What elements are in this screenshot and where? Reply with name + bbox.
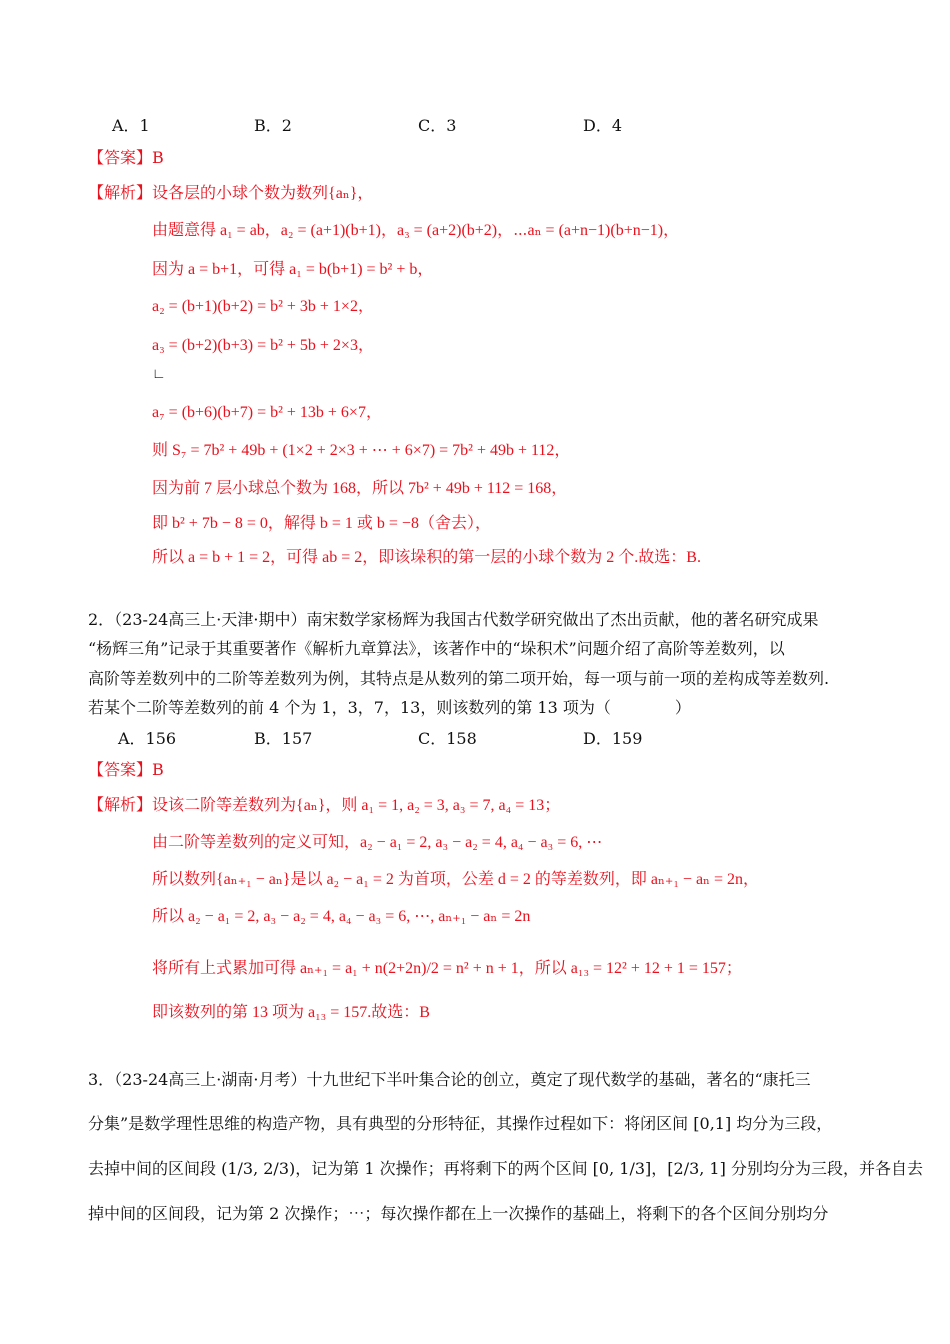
- q2-stem-line-1: “杨辉三角”记录于其重要著作《解析九章算法》，该著作中的“垛积术”问题介绍了高阶等差数列，以: [88, 639, 785, 658]
- q1-analysis-label: 【解析】: [88, 183, 153, 202]
- q2-stem-line-2: 高阶等差数列中的二阶等差数列为例，其特点是从数列的第二项开始，每一项与前一项的差构成等差数列.: [88, 669, 830, 688]
- q2-answer: 【答案】B: [88, 760, 164, 779]
- q1-option-c: C．3: [418, 116, 457, 135]
- q2-option-b: B．157: [254, 729, 313, 748]
- q1-line-9: 即 b² + 7b − 8 = 0，解得 b = 1 或 b = −8（舍去），: [152, 515, 491, 532]
- q2-option-c: C．158: [418, 729, 477, 748]
- q1-answer: 【答案】B: [88, 148, 164, 167]
- q2-stem-line-3: 若某个二阶等差数列的前 4 个为 1，3，7，13，则该数列的第 13 项为（ ）: [88, 698, 691, 717]
- q1-line-3: a₂ = (b+1)(b+2) = b² + 3b + 1×2，: [152, 298, 374, 315]
- q1-line-0: 设各层的小球个数为数列{aₙ}，: [152, 185, 374, 202]
- q3-line-0: 3．（23-24高三上·湖南·月考）十九世纪下半叶集合论的创立，奠定了现代数学的基础，著名的“康托三: [88, 1070, 811, 1089]
- q2-option-d: D．159: [583, 729, 643, 748]
- q3-line-3: 掉中间的区间段，记为第 2 次操作；⋯；每次操作都在上一次操作的基础上，将剩下的各个区间分别均分: [88, 1204, 829, 1223]
- q2-stem-line-0: 2．（23-24高三上·天津·期中）南宋数学家杨辉为我国古代数学研究做出了杰出贡献，他的著名研究成果: [88, 610, 819, 629]
- q1-line-4: a₃ = (b+2)(b+3) = b² + 5b + 2×3，: [152, 337, 374, 354]
- q2-line-2: 所以数列{aₙ₊₁ − aₙ}是以 a₂ − a₁ = 2 为首项，公差 d = 2 的等差数列，即 aₙ₊₁ − aₙ = 2n，: [152, 871, 760, 888]
- q2-analysis-label: 【解析】: [88, 795, 153, 814]
- q1-line-2: 因为 a = b+1，可得 a₁ = b(b+1) = b² + b，: [152, 261, 434, 278]
- q1-line-6: a₇ = (b+6)(b+7) = b² + 13b + 6×7，: [152, 404, 382, 421]
- q1-line-10: 所以 a = b + 1 = 2，可得 ab = 2，即该垛积的第一层的小球个数为 2 个.故选：B.: [152, 549, 701, 566]
- q1-option-a: A．1: [112, 116, 150, 135]
- q2-option-a: A．156: [118, 729, 177, 748]
- q1-option-d: D．4: [583, 116, 623, 135]
- q1-option-b: B．2: [254, 116, 292, 135]
- q2-line-1: 由二阶等差数列的定义可知，a₂ − a₁ = 2, a₃ − a₂ = 4, a₄ − a₃ = 6, ⋯: [152, 834, 603, 851]
- q2-line-4: 将所有上式累加可得 aₙ₊₁ = a₁ + n(2+2n)/2 = n² + n + 1，所以 a₁₃ = 12² + 12 + 1 = 157；: [152, 960, 742, 977]
- q3-line-1: 分集”是数学理性思维的构造产物，具有典型的分形特征，其操作过程如下：将闭区间 [0,1] 均分为三段，: [88, 1114, 833, 1133]
- q1-line-1: 由题意得 a₁ = ab，a₂ = (a+1)(b+1)，a₃ = (a+2)(b+2)，⋯aₙ = (a+n−1)(b+n−1)，: [152, 222, 680, 239]
- q1-line-8: 因为前 7 层小球总个数为 168，所以 7b² + 49b + 112 = 168，: [152, 480, 568, 497]
- q1-analysis: [88, 182, 373, 205]
- q3-line-2: 去掉中间的区间段 (1/3, 2/3)，记为第 1 次操作；再将剩下的两个区间 [0, 1/3]，[2/3, 1] 分别均分为三段，并各自去: [88, 1159, 923, 1178]
- q2-analysis: [88, 794, 560, 817]
- q2-line-3: 所以 a₂ − a₁ = 2, a₃ − a₂ = 4, a₄ − a₃ = 6, ⋯, aₙ₊₁ − aₙ = 2n: [152, 908, 531, 925]
- q1-line-5: ∟: [152, 367, 166, 382]
- q1-line-7: 则 S₇ = 7b² + 49b + (1×2 + 2×3 + ⋯ + 6×7) = 7b² + 49b + 112，: [152, 442, 571, 459]
- q2-line-0: 设该二阶等差数列为{aₙ}，则 a₁ = 1, a₂ = 3, a₃ = 7, a₄ = 13；: [152, 797, 561, 814]
- q2-line-5: 即该数列的第 13 项为 a₁₃ = 157.故选：B: [152, 1004, 430, 1021]
